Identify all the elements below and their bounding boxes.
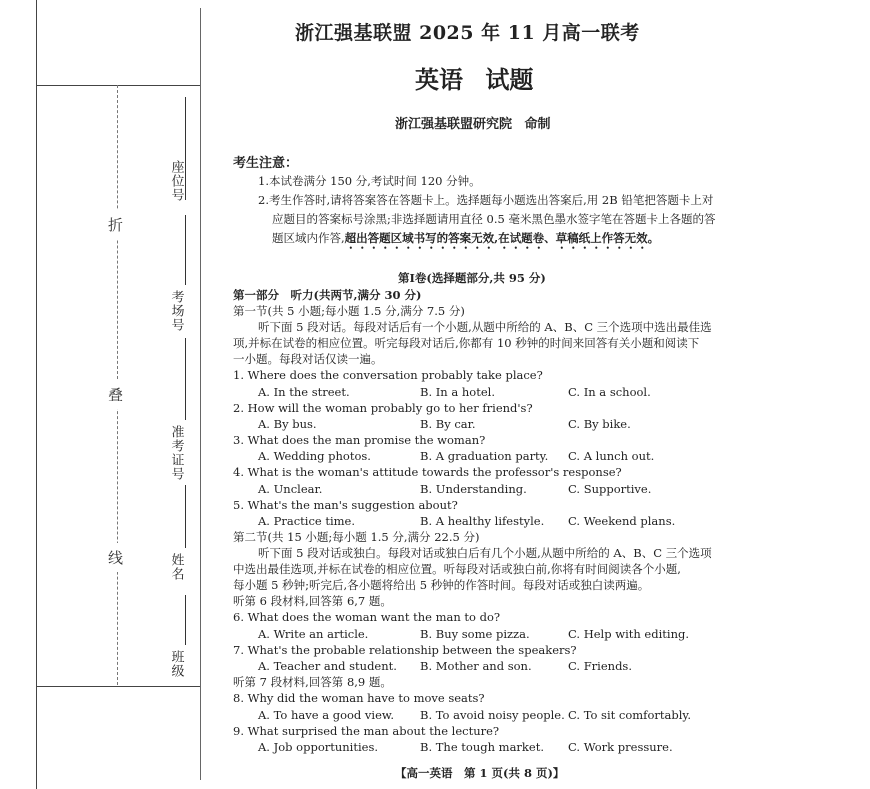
admission-ticket-field xyxy=(165,425,187,485)
q3-option-a: A. Wedding photos. xyxy=(258,449,371,463)
volume-heading: 第Ⅰ卷(选择题部分,共 95 分) xyxy=(398,271,546,285)
q7-option-a: A. Teacher and student. xyxy=(258,659,397,673)
exam-title: 浙江强基联盟 2025 年 11 月高一联考 xyxy=(295,22,640,44)
part1-title: 第一部分 听力(共两节,满分 30 分) xyxy=(233,288,422,302)
section1-intro-3: 一小题。每段对话仅读一遍。 xyxy=(233,352,383,366)
q2-option-a: A. By bus. xyxy=(258,417,317,431)
name-field xyxy=(165,553,187,585)
q7-option-c: C. Friends. xyxy=(568,659,632,673)
notice-item-2-emphasis: 超出答题区域书写的答案无效,在试题卷、草稿纸上作答无效。 xyxy=(344,231,660,245)
notice-item-2-line-2: 应题目的答案标号涂黑;非选择题请用直径 0.5 毫米黑色墨水签字笔在答题卡上各题的答 xyxy=(272,212,716,226)
question-7: 7. What's the probable relationship between the speakers? xyxy=(233,643,577,657)
class-label: 班级 xyxy=(168,650,184,678)
q1-option-b: B. In a hotel. xyxy=(420,385,495,399)
question-8: 8. Why did the woman have to move seats? xyxy=(233,691,485,705)
seat-number-line xyxy=(185,97,186,200)
exam-room-field xyxy=(165,290,187,336)
notice-item-2-line-3 xyxy=(272,229,659,252)
question-9: 9. What surprised the man about the lecture? xyxy=(233,724,500,738)
name-label: 姓名 xyxy=(168,553,184,581)
q4-option-b: B. Understanding. xyxy=(420,482,527,496)
class-line xyxy=(185,595,186,645)
material-7-instruction: 听第 7 段材料,回答第 8,9 题。 xyxy=(233,675,392,689)
q4-option-a: A. Unclear. xyxy=(258,482,323,496)
class-field xyxy=(165,650,187,682)
admission-ticket-label: 准考证号 xyxy=(168,425,184,481)
q5-option-b: B. A healthy lifestyle. xyxy=(420,514,545,528)
section1-intro-1: 听下面 5 段对话。每段对话后有一个小题,从题中所给的 A、B、C 三个选项中选出最佳选 xyxy=(258,320,712,334)
page-footer: 【高一英语 第 1 页(共 8 页)】 xyxy=(395,766,565,780)
q6-option-c: C. Help with editing. xyxy=(568,627,690,641)
question-3: 3. What does the man promise the woman? xyxy=(233,433,486,447)
q7-option-b: B. Mother and son. xyxy=(420,659,532,673)
seat-number-field xyxy=(165,160,187,206)
q1-option-c: C. In a school. xyxy=(568,385,651,399)
exam-author: 浙江强基联盟研究院 命制 xyxy=(395,117,551,132)
question-2: 2. How will the woman probably go to her friend's? xyxy=(233,401,533,415)
section2-intro-2: 中选出最佳选项,并标在试卷的相应位置。听每段对话或独白前,你将有时间阅读各个小题, xyxy=(233,562,681,576)
question-1: 1. Where does the conversation probably take place? xyxy=(233,368,543,382)
q2-option-c: C. By bike. xyxy=(568,417,631,431)
q6-option-b: B. Buy some pizza. xyxy=(420,627,530,641)
q9-option-b: B. The tough market. xyxy=(420,740,544,754)
q2-option-b: B. By car. xyxy=(420,417,476,431)
question-4: 4. What is the woman's attitude towards the professor's response? xyxy=(233,465,622,479)
q3-option-c: C. A lunch out. xyxy=(568,449,655,463)
q9-option-c: C. Work pressure. xyxy=(568,740,673,754)
q3-option-b: B. A graduation party. xyxy=(420,449,549,463)
section2-title: 第二节(共 15 小题;每小题 1.5 分,满分 22.5 分) xyxy=(233,530,480,544)
section2-intro-1: 听下面 5 段对话或独白。每段对话或独白后有几个小题,从题中所给的 A、B、C 三个选项 xyxy=(258,546,712,560)
q5-option-a: A. Practice time. xyxy=(258,514,356,528)
notice-item-1: 1.本试卷满分 150 分,考试时间 120 分钟。 xyxy=(258,174,481,188)
q8-option-c: C. To sit comfortably. xyxy=(568,708,692,722)
exam-subject: 英语 试题 xyxy=(415,65,534,94)
q8-option-a: A. To have a good view. xyxy=(258,708,395,722)
q9-option-a: A. Job opportunities. xyxy=(258,740,379,754)
admission-ticket-line xyxy=(185,338,186,420)
section1-title: 第一节(共 5 小题;每小题 1.5 分,满分 7.5 分) xyxy=(233,304,465,318)
binding-outer-line xyxy=(36,0,37,789)
q1-option-a: A. In the street. xyxy=(258,385,350,399)
binding-top-divider xyxy=(36,85,200,86)
q8-option-b: B. To avoid noisy people. xyxy=(420,708,565,722)
q5-option-c: C. Weekend plans. xyxy=(568,514,676,528)
fold-char-1: 折 xyxy=(108,210,123,239)
section1-intro-2: 项,并标在试卷的相应位置。听完每段对话后,你都有 10 秒钟的时间来回答有关小题和阅读下 xyxy=(233,336,700,350)
fold-char-2: 叠 xyxy=(108,380,123,409)
binding-inner-line xyxy=(200,8,201,780)
exam-room-label: 考场号 xyxy=(168,290,184,332)
notice-item-2-line-1: 2.考生作答时,请将答案答在答题卡上。选择题每小题选出答案后,用 2B 铅笔把答题卡上对 xyxy=(258,193,714,207)
question-6: 6. What does the woman want the man to do? xyxy=(233,610,501,624)
notice-item-2-plain: 题区域内作答, xyxy=(272,231,345,245)
seat-number-label: 座位号 xyxy=(168,160,184,202)
q6-option-a: A. Write an article. xyxy=(258,627,369,641)
binding-bottom-divider xyxy=(36,686,200,687)
q4-option-c: C. Supportive. xyxy=(568,482,652,496)
name-line xyxy=(185,485,186,548)
binding-margin xyxy=(0,0,200,789)
question-5: 5. What's the man's suggestion about? xyxy=(233,498,458,512)
exam-room-line xyxy=(185,215,186,285)
notice-heading: 考生注意： xyxy=(233,156,299,171)
material-6-instruction: 听第 6 段材料,回答第 6,7 题。 xyxy=(233,594,392,608)
fold-char-3: 线 xyxy=(108,543,123,572)
section2-intro-3: 每小题 5 秒钟;听完后,各小题将给出 5 秒钟的作答时间。每段对话或独白读两遍。 xyxy=(233,578,650,592)
